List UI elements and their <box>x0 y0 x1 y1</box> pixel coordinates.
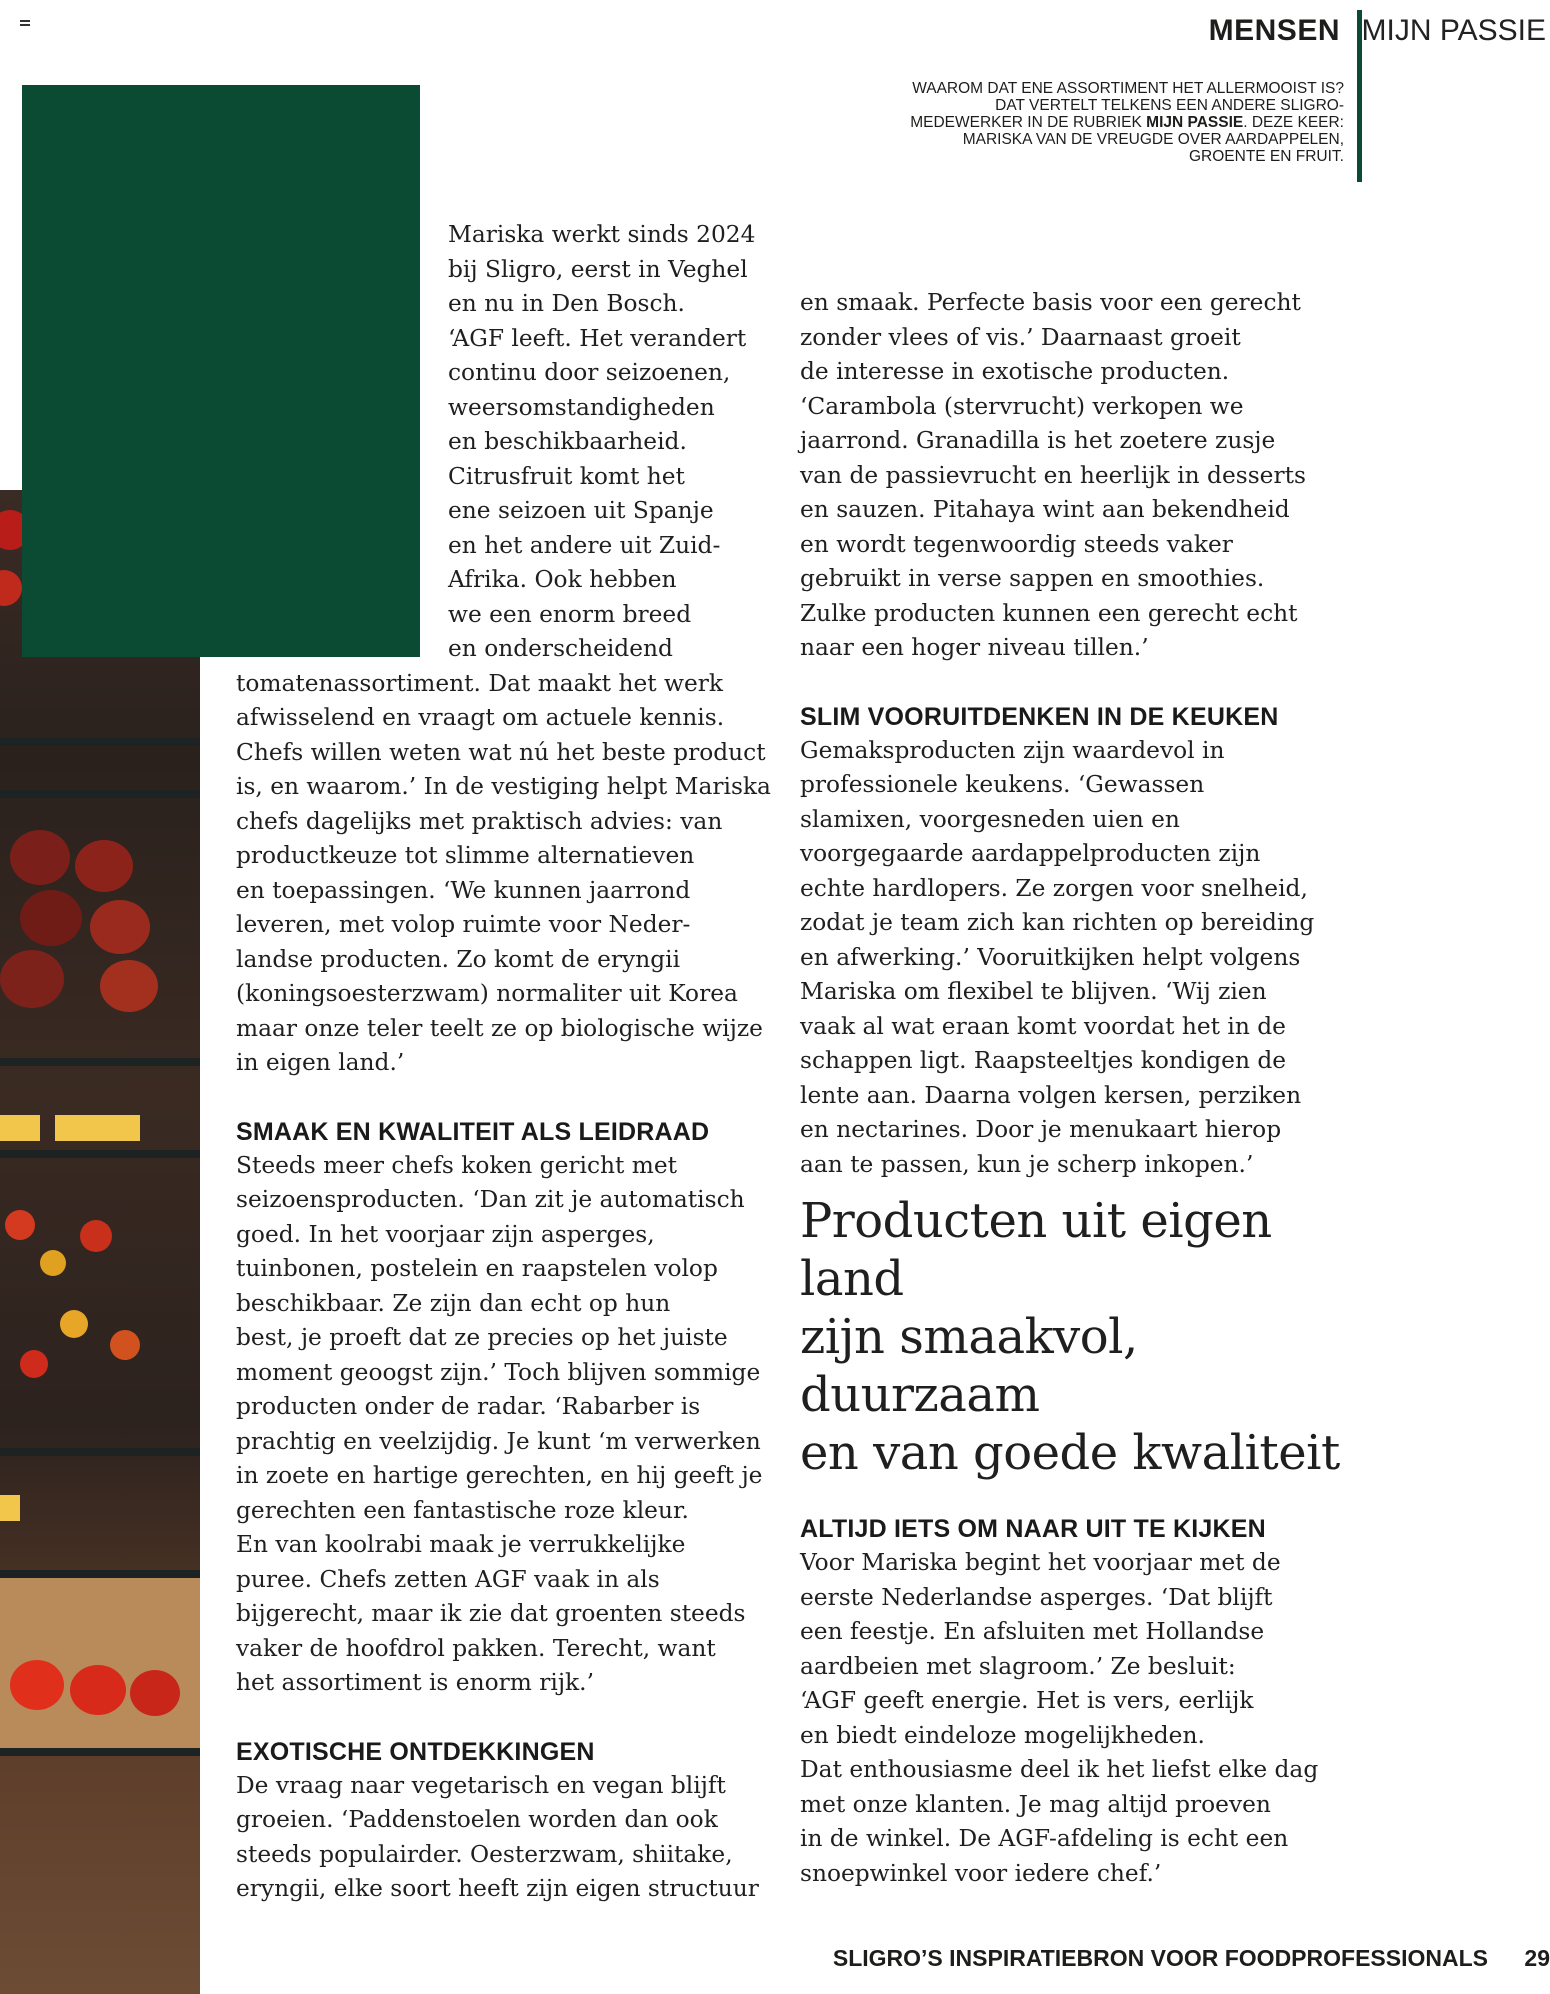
text-line: tomatenassortiment. Dat maakt het werk <box>236 669 723 697</box>
pull-quote <box>800 1192 1340 1482</box>
text-line: producten onder de radar. ‘Rabarber is <box>236 1393 701 1420</box>
text-line: Dat enthousiasme deel ik het liefst elke dag <box>800 1756 1319 1783</box>
text-line: leveren, met volop ruimte voor Neder- <box>236 911 691 938</box>
text-line: en het andere uit Zuid- <box>448 531 721 559</box>
section-label: MENSEN <box>1208 14 1340 47</box>
text-line: gebruikt in verse sappen en smoothies. <box>800 565 1265 592</box>
text-line: maar onze teler teelt ze op biologische wijze <box>236 1014 763 1042</box>
text-line: en onderscheidend <box>448 635 673 662</box>
intro-bold: MIJN PASSIE <box>1146 114 1244 131</box>
text-line: Gemaksproducten zijn waardevol in <box>800 736 1225 764</box>
text-line: snoepwinkel voor iedere chef.’ <box>800 1859 1162 1887</box>
text-line: afwisselend en vraagt om actuele kennis. <box>236 704 725 731</box>
text-line: Afrika. Ook hebben <box>448 566 677 593</box>
text-line: lente aan. Daarna volgen kersen, perziken <box>800 1081 1302 1109</box>
text-line: in eigen land.’ <box>236 1049 405 1076</box>
text-line: met onze klanten. Je mag altijd proeven <box>800 1790 1271 1818</box>
text-line: aardbeien met slagroom.’ Ze besluit: <box>800 1652 1236 1680</box>
text-line: en nu in Den Bosch. <box>448 290 685 317</box>
text-line: vaker de hoofdrol pakken. Terecht, want <box>236 1634 716 1662</box>
text-line: en nectarines. Door je menukaart hierop <box>800 1116 1282 1143</box>
text-line: goed. In het voorjaar zijn asperges, <box>236 1220 655 1248</box>
subheading-exotisch: EXOTISCHE ONTDEKKINGEN <box>236 1737 595 1766</box>
quote-line: Producten uit eigen land <box>800 1193 1272 1307</box>
text-line: schappen ligt. Raapsteeltjes kondigen de <box>800 1047 1287 1074</box>
text-line: moment geoogst zijn.’ Toch blijven sommige <box>236 1358 761 1386</box>
text-line: De vraag naar vegetarisch en vegan blijft <box>236 1771 726 1799</box>
text-line: in zoete en hartige gerechten, en hij geeft je <box>236 1462 763 1489</box>
subheading-uitkijken: ALTIJD IETS OM NAAR UIT TE KIJKEN <box>800 1515 1266 1543</box>
text-line: Zulke producten kunnen een gerecht echt <box>800 599 1298 627</box>
text-line: voorgegaarde aardappelproducten zijn <box>800 840 1261 867</box>
subheading-smaak: SMAAK EN KWALITEIT ALS LEIDRAAD <box>236 1117 710 1146</box>
text-line: ‘AGF leeft. Het verandert <box>448 324 747 352</box>
text-line: het assortiment is enorm rijk.’ <box>236 1669 594 1696</box>
text-line: continu door seizoenen, <box>448 359 731 386</box>
text-line: best, je proeft dat ze precies op het juiste <box>236 1324 728 1351</box>
text-line: steeds populairder. Oesterzwam, shiitake, <box>236 1840 733 1868</box>
text-line: Steeds meer chefs koken gericht met <box>236 1151 678 1179</box>
page-footer <box>0 1942 1550 1972</box>
text-line: En van koolrabi maak je verrukkelijke <box>236 1531 686 1558</box>
text-line: puree. Chefs zetten AGF vaak in als <box>236 1565 660 1593</box>
text-line: tuinbonen, postelein en raapstelen volop <box>236 1255 718 1282</box>
footer-tagline: SLIGRO’S INSPIRATIEBRON VOOR FOODPROFESSIONALS <box>832 1945 1488 1971</box>
text-line: Voor Mariska begint het voorjaar met de <box>800 1549 1281 1576</box>
article-column-right <box>800 286 1340 1891</box>
intro-text: WAAROM DAT ENE ASSORTIMENT HET ALLERMOOIST IS? DAT VERTELT TELKENS EEN ANDERE SLIGRO-MEDEWERKER IN DE RUBRIEK MIJN PASSIE. DEZE KEER: MARISKA VAN DE VREUGDE OVER AARDAPPELEN, GROENTE EN FRUIT. <box>910 80 1344 165</box>
text-line: en beschikbaarheid. <box>448 428 687 455</box>
article-column-left <box>236 218 776 1907</box>
text-line: professionele keukens. ‘Gewassen <box>800 771 1205 798</box>
page-number: 29 <box>1524 1945 1550 1971</box>
text-line: aan te passen, kun je scherp inkopen.’ <box>800 1150 1254 1178</box>
text-line: jaarrond. Granadilla is het zoetere zusje <box>800 427 1276 454</box>
text-line: weersomstandigheden <box>448 393 715 421</box>
text-line: Mariska om flexibel te blijven. ‘Wij zien <box>800 978 1267 1005</box>
text-line: en afwerking.’ Vooruitkijken helpt volgens <box>800 943 1301 971</box>
text-line: een feestje. En afsluiten met Hollandse <box>800 1618 1265 1645</box>
section-header <box>0 10 1550 180</box>
text-line: in de winkel. De AGF-afdeling is echt een <box>800 1825 1289 1852</box>
text-line: slamixen, voorgesneden uien en <box>800 805 1180 833</box>
text-line: ‘AGF geeft energie. Het is vers, eerlijk <box>800 1687 1254 1714</box>
text-line: en smaak. Perfecte basis voor een gerecht <box>800 289 1301 316</box>
text-line: bij Sligro, eerst in Veghel <box>448 255 748 283</box>
text-line: is, en waarom.’ In de vestiging helpt Mariska <box>236 773 771 800</box>
text-line: van de passievrucht en heerlijk in desserts <box>800 461 1306 489</box>
text-line: chefs dagelijks met praktisch advies: van <box>236 807 723 835</box>
text-line: vaak al wat eraan komt voordat het in de <box>800 1012 1286 1040</box>
text-line: en sauzen. Pitahaya wint aan bekendheid <box>800 496 1290 523</box>
text-line: en biedt eindeloze mogelijkheden. <box>800 1721 1205 1749</box>
subheading-vooruitdenken: SLIM VOORUITDENKEN IN DE KEUKEN <box>800 702 1279 731</box>
text-line: de interesse in exotische producten. <box>800 358 1230 385</box>
text-line: bijgerecht, maar ik zie dat groenten steeds <box>236 1600 746 1627</box>
text-line: zodat je team zich kan richten op bereiding <box>800 909 1315 936</box>
text-line: echte hardlopers. Ze zorgen voor snelheid, <box>800 874 1308 902</box>
text-line: landse producten. Zo komt de eryngii <box>236 945 681 973</box>
text-line: beschikbaar. Ze zijn dan echt op hun <box>236 1289 671 1317</box>
text-line: ‘Carambola (stervrucht) verkopen we <box>800 392 1244 420</box>
text-line: eerste Nederlandse asperges. ‘Dat blijft <box>800 1583 1273 1611</box>
produce-photo <box>0 490 200 1994</box>
text-line: gerechten een fantastische roze kleur. <box>236 1496 689 1524</box>
text-line: we een enorm breed <box>448 600 692 628</box>
text-line: groeien. ‘Paddenstoelen worden dan ook <box>236 1806 718 1833</box>
quote-line: en van goede kwaliteit <box>800 1425 1340 1481</box>
text-line: en toepassingen. ‘We kunnen jaarrond <box>236 876 691 904</box>
text-line: naar een hoger niveau tillen.’ <box>800 634 1149 661</box>
text-line: (koningsoesterzwam) normaliter uit Korea <box>236 980 738 1007</box>
text-line: zonder vlees of vis.’ Daarnaast groeit <box>800 323 1241 351</box>
text-line: seizoensproducten. ‘Dan zit je automatisch <box>236 1186 745 1213</box>
text-line: productkeuze tot slimme alternatieven <box>236 842 695 869</box>
text-line: prachtig en veelzijdig. Je kunt ‘m verwerken <box>236 1427 761 1455</box>
text-line: Citrusfruit komt het <box>448 462 685 490</box>
text-line: Mariska werkt sinds 2024 <box>448 221 756 248</box>
text-line: Chefs willen weten wat nú het beste product <box>236 738 766 766</box>
quote-line: zijn smaakvol, duurzaam <box>800 1309 1138 1423</box>
text-line: en wordt tegenwoordig steeds vaker <box>800 530 1233 558</box>
rubric-label: MIJN PASSIE <box>1361 14 1546 47</box>
text-line: eryngii, elke soort heeft zijn eigen structuur <box>236 1875 759 1902</box>
text-line: ene seizoen uit Spanje <box>448 497 714 524</box>
